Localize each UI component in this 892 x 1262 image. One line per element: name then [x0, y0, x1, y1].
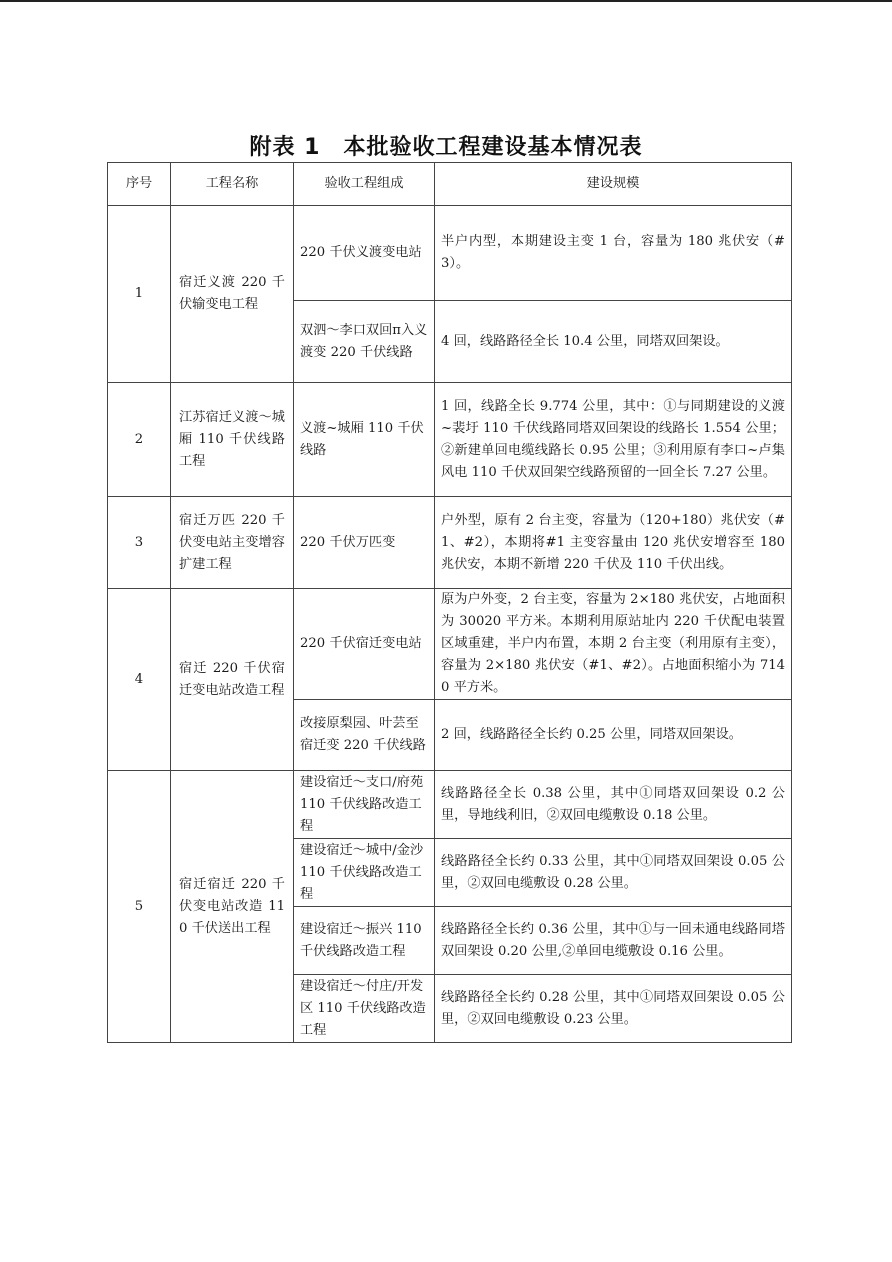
header-seq: 序号 [108, 163, 171, 206]
project-component: 建设宿迁～振兴 110 千伏线路改造工程 [294, 907, 435, 975]
project-seq: 2 [108, 383, 171, 497]
project-component: 220 千伏宿迁变电站 [294, 589, 435, 700]
table-row [108, 383, 792, 497]
table-row [108, 497, 792, 589]
project-component: 义渡~城厢 110 千伏线路 [294, 383, 435, 497]
project-seq: 3 [108, 497, 171, 589]
project-component: 建设宿迁～城中/金沙 110 千伏线路改造工程 [294, 839, 435, 907]
project-component: 220 千伏义渡变电站 [294, 206, 435, 301]
project-scale: 户外型，原有 2 台主变，容量为（120+180）兆伏安（#1、#2），本期将#1 主变容量由 120 兆伏安增容至 180 兆伏安，本期不新增 220 千伏及 110 千伏出线。 [435, 497, 792, 589]
table-header-row [108, 163, 792, 206]
project-name: 宿迁宿迁 220 千伏变电站改造 110 千伏送出工程 [171, 771, 294, 1043]
project-table [107, 162, 792, 1043]
project-name: 江苏宿迁义渡～城厢 110 千伏线路工程 [171, 383, 294, 497]
project-scale: 线路路径全长 0.38 公里，其中①同塔双回架设 0.2 公里，导地线利旧，②双回电缆敷设 0.18 公里。 [435, 771, 792, 839]
project-seq: 4 [108, 589, 171, 771]
project-scale: 2 回，线路路径全长约 0.25 公里，同塔双回架设。 [435, 700, 792, 771]
table-row [108, 589, 792, 700]
header-scale: 建设规模 [435, 163, 792, 206]
project-component: 建设宿迁～付庄/开发区 110 千伏线路改造工程 [294, 975, 435, 1043]
project-scale: 线路路径全长约 0.36 公里，其中①与一回未通电线路同塔双回架设 0.20 公里,②单回电缆敷设 0.16 公里。 [435, 907, 792, 975]
page-title: 附表 1 本批验收工程建设基本情况表 [249, 135, 643, 160]
table-row [108, 206, 792, 301]
project-name: 宿迁义渡 220 千伏输变电工程 [171, 206, 294, 383]
project-name: 宿迁 220 千伏宿迁变电站改造工程 [171, 589, 294, 771]
project-component: 改接原梨园、叶芸至宿迁变 220 千伏线路 [294, 700, 435, 771]
project-scale: 线路路径全长约 0.33 公里，其中①同塔双回架设 0.05 公里，②双回电缆敷设 0.28 公里。 [435, 839, 792, 907]
project-component: 220 千伏万匹变 [294, 497, 435, 589]
header-components: 验收工程组成 [294, 163, 435, 206]
project-component: 双泗～李口双回π入义渡变 220 千伏线路 [294, 301, 435, 383]
project-seq: 1 [108, 206, 171, 383]
table-row [108, 771, 792, 839]
project-component: 建设宿迁～支口/府苑 110 千伏线路改造工程 [294, 771, 435, 839]
top-border-line [0, 0, 892, 2]
project-scale: 1 回，线路全长 9.774 公里，其中：①与同期建设的义渡~裴圩 110 千伏线路同塔双回架设的线路长 1.554 公里；②新建单回电缆线路长 0.95 公里；③利用原有李口~卢集风电 110 千伏双回架空线路预留的一回全长 7.27 公里。 [435, 383, 792, 497]
header-project-name: 工程名称 [171, 163, 294, 206]
project-seq: 5 [108, 771, 171, 1043]
project-scale: 原为户外变，2 台主变，容量为 2×180 兆伏安，占地面积为 30020 平方米。本期利用原站址内 220 千伏配电装置区域重建，半户内布置，本期 2 台主变（利用原有主变），容量为 2×180 兆伏安（#1、#2）。占地面积缩小为 7140 平方米。 [435, 589, 792, 700]
project-name: 宿迁万匹 220 千伏变电站主变增容扩建工程 [171, 497, 294, 589]
project-scale: 半户内型，本期建设主变 1 台，容量为 180 兆伏安（#3）。 [435, 206, 792, 301]
project-scale: 4 回，线路路径全长 10.4 公里，同塔双回架设。 [435, 301, 792, 383]
project-scale: 线路路径全长约 0.28 公里，其中①同塔双回架设 0.05 公里，②双回电缆敷设 0.23 公里。 [435, 975, 792, 1043]
